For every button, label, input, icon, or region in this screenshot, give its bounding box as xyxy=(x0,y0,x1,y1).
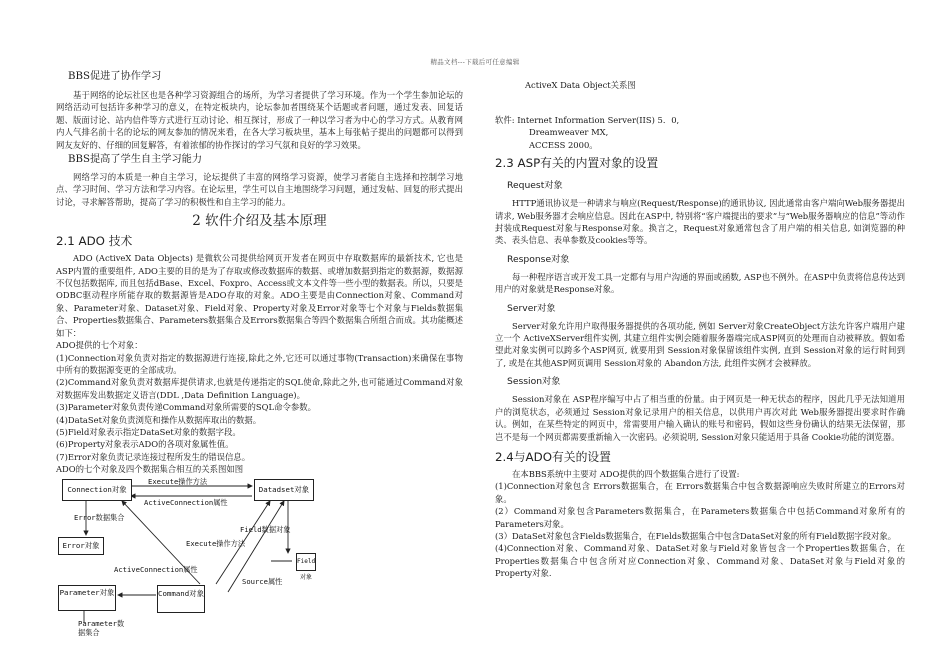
figure-title: ActiveX Data Object关系图 xyxy=(525,80,636,90)
list-item-ado-4: (4)DataSet对象负责浏览和操作从数据库取出的数据。 xyxy=(56,414,262,425)
ado-setting-item-2: (2）Command对象包含Parameters数据集合，在Parameters数据集合中包括Command对象所有的Parameters对象。 xyxy=(495,506,905,529)
label-activeconnection-top: ActiveConnection属性 xyxy=(144,498,228,508)
ado-setting-item-1: (1)Connection对象包含 Errors数据集合，在 Errors数据集合中包含数据源响应失败时所建立的Errors对象。 xyxy=(495,481,905,504)
section-title-ado-settings: 2.4与ADO有关的设置 xyxy=(495,449,611,464)
subsection-response: Response对象 xyxy=(507,253,570,265)
command-object-box: Command对象 xyxy=(157,585,205,613)
list-item-ado-7: (7)Error对象负责记录连接过程所发生的错误信息。 xyxy=(56,451,251,462)
software-line-2: Dreamweaver MX, xyxy=(529,127,609,138)
right-column xyxy=(495,70,905,580)
label-activeconnection-mid: ActiveConnection属性 xyxy=(114,565,198,575)
label-error-collection: Error数据集合 xyxy=(74,513,125,523)
paragraph-ado-intro: ADO (ActiveX Data Objects) 是微软公司提供给网页开发者在网页中存取数据库的最新技术, 它也是ASP内置的重要组件, ADO主要的目的是为了存取或修改数据库的数据、或增加数据到指定的数据源，数据源不仅包括数据库, 而且包括dBase、Excel、Foxpro、Access或文本文件等一些小型的数据表。所以，只要是ODBC驱动程序所能存取的数据源皆是ADO存取的对象。ADO主要是由Connection对象、Command对象、Parameter对象、Dataset对象、Field对象、Property对象及Error对象等七个对象与Fields数据集合、Properties数据集合、Parameters数据集合及Errors数据集合等四个数据集合所组合而成。其功能概述如下： xyxy=(56,253,463,338)
list-item-ado-2: (2)Command对象负责对数据库提供请求,也就是传递指定的SQL使命,除此之外,也可能通过Command对象对数据库发出数据定义语言(DDL ,Data Definition Language)。 xyxy=(56,377,463,400)
section-title-autonomy: BBS提高了学生自主学习能力 xyxy=(68,154,203,166)
label-field-collection: Field数据对象 xyxy=(240,525,291,535)
list-item-ado-5: (5)Field对象表示指定DataSet对象的数据字段。 xyxy=(56,426,241,437)
ado-setting-item-3: (3）DataSet对象包含Fields数据集合，在Fields数据集合中包含DataSet对象的所有Field数据字段对象。 xyxy=(495,530,897,541)
diagram-caption: ADO的七个对象及四个数据集合相互的关系图如图 xyxy=(56,464,244,475)
paragraph-ado-objects: ADO提供的七个对象： xyxy=(56,340,143,351)
section-title-ado: 2.1 ADO 技术 xyxy=(56,234,133,249)
parameter-object-box: Parameter对象 xyxy=(58,585,116,611)
dataset-object-box: Datadset对象 xyxy=(254,479,314,501)
paragraph-collab: 基于网络的论坛社区也是各种学习资源组合的场所，为学习者提供了学习环境。作为一个学生参加论坛的网络活动可包括许多种学习的意义，在特定板块内，论坛参加者围绕某个话题或者问题，通过发表、回复话题、版面讨论、站内信件等方式进行互动讨论、相互探讨，形成了一种以学习者为中心的学习方式。从教育网内人气排名前十名的论坛的网友参加的情况来看，在各大学习板块里，基本上每张帖子提出的问题都可以得到网友友好的、仔细的回复解答，有着浓郁的协作探讨的学习气氛和良好的学习效果。 xyxy=(56,90,463,150)
field-object-box: Field对象 xyxy=(296,553,316,571)
list-item-ado-6: (6)Property对象表示ADO的各项对象属性值。 xyxy=(56,439,234,450)
software-line-3: ACCESS 2000。 xyxy=(529,139,598,150)
subsection-request: Request对象 xyxy=(507,180,563,192)
subsection-session: Session对象 xyxy=(507,376,561,388)
section-title-asp: 2.3 ASP有关的内置对象的设置 xyxy=(495,156,659,171)
software-line-1: 软件: Internet Information Server(IIS) 5．0, xyxy=(495,115,680,125)
label-parameter-collection: Parameter数据集合 xyxy=(78,619,125,638)
paragraph-request: HTTP通讯协议是一种请求与响应(Request/Response)的通讯协议, 因此通常由客户端向Web服务器提出请求, Web服务器才会响应信息。因此在ASP中, 特别将“客户端提出的要求”与“Web服务器响应的信息”等动作封装成Request对象与Response对象。换言之，Request对象通常包含了用户端的相关信息, 如浏览器的种类、表头信息、表单参数及cookies等等。 xyxy=(495,198,905,246)
label-execute-mid: Execute操作方法 xyxy=(186,539,246,549)
chapter-title: 2 软件介绍及基本原理 xyxy=(192,213,327,230)
paragraph-session: Session对象在 ASP程序编写中占了相当重的份量。由于网页是一种无状态的程序，因此几乎无法知道用户的浏览状态，必须通过 Session对象记录用户的相关信息，以供用户再次对此 Web服务器提出要求时作确认。例如，在某些特定的网页中，常需要用户输入确认的账号和密码，假如这些身份确认的结果无法保留，那岂不是每一个网页都需要重新输入一次密码。必须说明, Session对象只能适用于具备 Cookie功能的浏览器。 xyxy=(495,394,905,442)
left-column xyxy=(56,70,463,642)
error-object-box: Error对象 xyxy=(58,537,104,555)
ado-relationship-diagram xyxy=(56,477,316,642)
paragraph-ado-settings-intro: 在本BBS系统中主要对 ADO提供的四个数据集合进行了设置: xyxy=(512,468,740,479)
paragraph-server: Server对象允许用户取得服务器提供的各项功能, 例如 Server对象CreateObject方法允许客户端用户建立一个 ActiveXServer组件实例, 其建立组件实例会随着服务器端完成ASP网页的处理而自动被释放。假如希望此对象实例可以跨多个ASP网页, 就要用到 Session对象保留该组件实例, 直到 Session对象的运行时间到了, 或是在其他ASP网页调用 Session对象的 Abandon方法, 此组件实例才会被释放。 xyxy=(495,320,905,368)
page-header: 精品文档---下载后可任意编辑 xyxy=(430,58,520,66)
list-item-ado-3: (3)Parameter对象负责传递Command对象所需要的SQL命令参数。 xyxy=(56,402,316,413)
subsection-server: Server对象 xyxy=(507,302,556,314)
label-execute-top: Execute操作方法 xyxy=(148,477,208,487)
section-title-collab: BBS促进了协作学习 xyxy=(68,71,162,82)
ado-setting-item-4: (4)Connection对象、Command对象、DataSet对象与Field对象皆包含一个Properties数据集合，在Properties数据集合中包含所对应Connection对象、Command对象、DataSet对象与Field对象的Property对象. xyxy=(495,543,905,579)
paragraph-response: 每一种程序语言或开发工具一定都有与用户沟通的界面或函数, ASP也不例外。在ASP中负责将信息传达到用户的对象就是Response对象。 xyxy=(495,271,905,295)
list-item-ado-1: (1)Connection对象负责对指定的数据源进行连接,除此之外,它还可以通过事物(Transaction)来确保在事物中所有的数据源变更的全部成功。 xyxy=(56,352,463,375)
label-source: Source属性 xyxy=(242,577,283,587)
connection-object-box: Connection对象 xyxy=(62,479,132,501)
paragraph-autonomy: 网络学习的本质是一种自主学习，论坛提供了丰富的网络学习资源，使学习者能自主选择和控制学习地点、学习时间、学习方法和学习内容。在论坛里，学生可以自主地围绕学习问题，通过发帖、回复的形式提出讨论，寻求解答帮助，提高了学习的积极性和自主学习的能力。 xyxy=(56,172,463,207)
